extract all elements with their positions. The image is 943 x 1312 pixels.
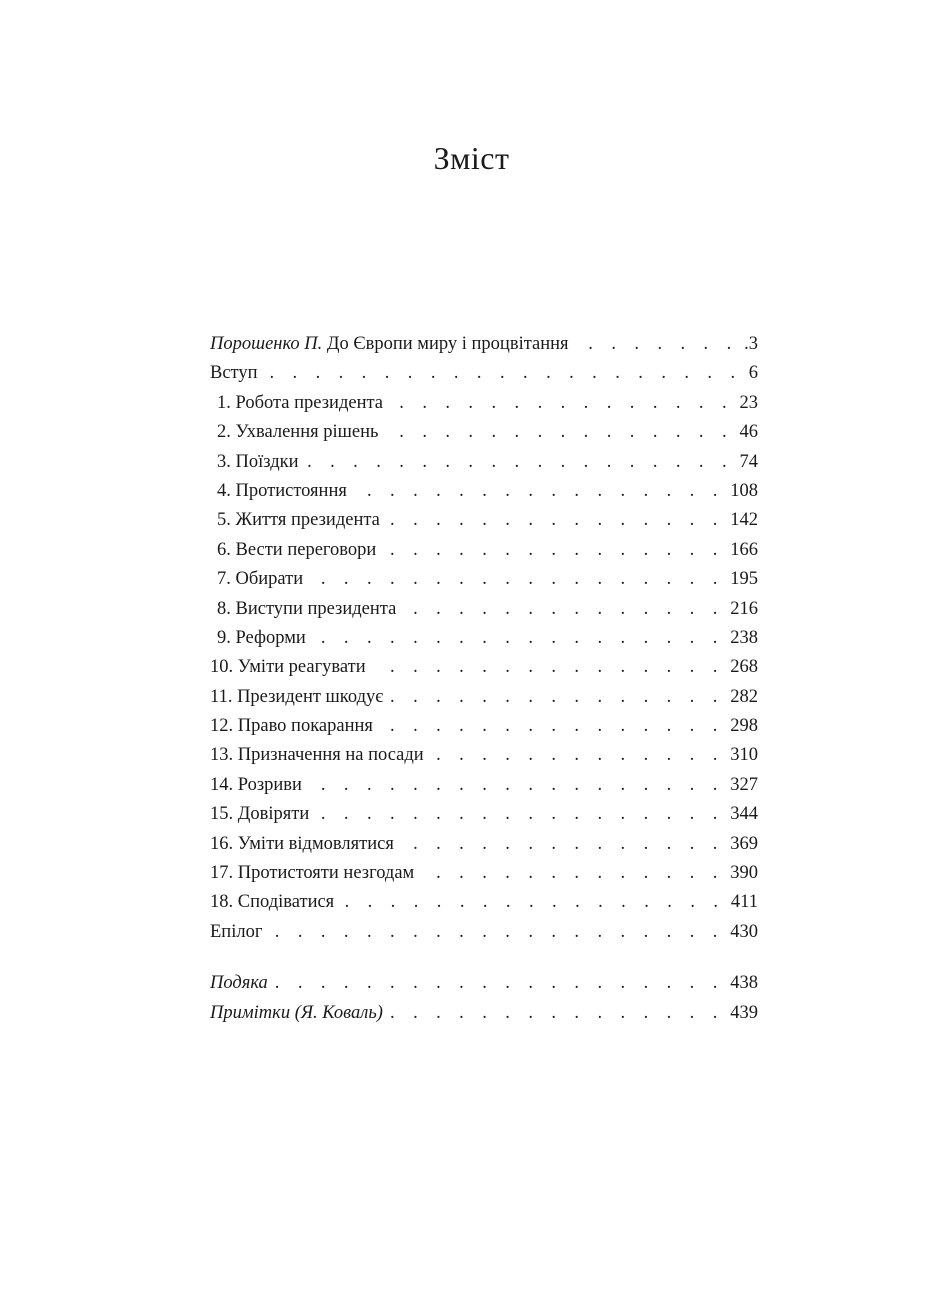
toc-entry-chapter[interactable] — [210, 418, 758, 447]
toc-entry-label: 4. Протистояння — [217, 480, 347, 501]
toc-dot-leader — [404, 595, 724, 624]
toc-dot-leader — [276, 969, 724, 998]
toc-entry-page: 327 — [730, 774, 758, 795]
toc-entry-page: 46 — [739, 422, 758, 443]
toc-entry-label: Примітки (Я. Коваль) — [210, 1002, 383, 1023]
toc-dot-leader — [270, 918, 724, 947]
toc-dot-leader — [402, 830, 724, 859]
toc-entry-page: 282 — [730, 686, 758, 707]
toc-dot-leader — [266, 359, 742, 388]
toc-entry-chapter[interactable] — [210, 888, 758, 917]
toc-entry-page: 108 — [730, 480, 758, 501]
toc-entry-label: 15. Довіряти — [210, 804, 310, 825]
toc-entry-chapter[interactable] — [210, 506, 758, 535]
toc-dot-leader — [317, 800, 724, 829]
toc-entry-label: Подяка — [210, 973, 268, 994]
toc-entry-chapter[interactable] — [210, 741, 758, 770]
toc-entry-label: 1. Робота президента — [217, 392, 383, 413]
toc-entry-page: 310 — [730, 745, 758, 766]
toc-entry-label: 14. Розриви — [210, 774, 302, 795]
toc-dot-leader — [310, 771, 724, 800]
toc-entry-page: 430 — [730, 921, 758, 942]
toc-entry-chapter[interactable] — [210, 859, 758, 888]
toc-entry-chapter[interactable] — [210, 653, 758, 682]
toc-entry-page: 195 — [730, 569, 758, 590]
toc-entry-introduction[interactable] — [210, 359, 758, 388]
toc-entry-page: 268 — [730, 657, 758, 678]
toc-entry-label: 13. Призначення на посади — [210, 745, 424, 766]
toc-entry-chapter[interactable] — [210, 800, 758, 829]
toc-entry-label: 8. Виступи президента — [217, 598, 397, 619]
toc-dot-leader — [374, 653, 725, 682]
toc-dot-leader — [391, 683, 724, 712]
toc-entry-label: 3. Поїздки — [217, 451, 299, 472]
toc-entry-label: 12. Право покарання — [210, 716, 373, 737]
toc-entry-page: 411 — [730, 892, 758, 913]
toc-entry-chapter[interactable] — [210, 712, 758, 741]
toc-dot-leader — [381, 712, 724, 741]
toc-entry-chapter[interactable] — [210, 683, 758, 712]
toc-entry-label: 10. Уміти реагувати — [210, 657, 366, 678]
toc-entry-page: 6 — [748, 363, 758, 384]
toc-entry-chapter[interactable] — [210, 595, 758, 624]
toc-dot-leader — [432, 741, 725, 770]
toc-entry-page: 238 — [730, 627, 758, 648]
toc-entry-page: 390 — [730, 863, 758, 884]
toc-entry-acknowledgements[interactable] — [210, 969, 758, 998]
toc-entry-label: 18. Сподіватися — [210, 892, 335, 913]
toc-dot-leader — [355, 477, 724, 506]
toc-entry-label — [210, 330, 569, 359]
toc-entry-page: 298 — [730, 716, 758, 737]
toc-entry-label: 11. Президент шкодує — [210, 686, 384, 707]
toc-entry-page: 142 — [730, 510, 758, 531]
section-spacer — [210, 947, 758, 969]
table-of-contents — [210, 330, 758, 1028]
toc-entry-label: 7. Обирати — [217, 569, 304, 590]
toc-entry-label: 6. Вести переговори — [217, 539, 377, 560]
toc-entry-page: 439 — [730, 1002, 758, 1023]
toc-entry-page: 166 — [730, 539, 758, 560]
toc-dot-leader — [311, 565, 724, 594]
toc-entry-chapter[interactable] — [210, 477, 758, 506]
toc-dot-leader — [391, 999, 724, 1028]
toc-dot-leader — [391, 389, 734, 418]
toc-entry-page: 74 — [739, 451, 758, 472]
toc-entry-label: 16. Уміти відмовлятися — [210, 833, 394, 854]
toc-dot-leader — [384, 536, 724, 565]
toc-entry-page: 344 — [730, 804, 758, 825]
toc-entry-chapter[interactable] — [210, 830, 758, 859]
toc-entry-page: 23 — [739, 392, 758, 413]
toc-entry-chapter[interactable] — [210, 536, 758, 565]
toc-entry-label: Епілог — [210, 921, 263, 942]
toc-dot-leader — [342, 888, 725, 917]
toc-entry-label: 5. Життя президента — [217, 510, 380, 531]
toc-entry-chapter[interactable] — [210, 389, 758, 418]
toc-dot-leader — [307, 448, 734, 477]
toc-dot-leader — [386, 418, 733, 447]
toc-entry-label: 17. Протистояти незгодам — [210, 863, 415, 884]
toc-entry-label: 2. Ухвалення рішень — [217, 422, 379, 443]
toc-entry-chapter[interactable] — [210, 448, 758, 477]
toc-dot-leader — [422, 859, 724, 888]
toc-entry-label: 9. Реформи — [217, 627, 306, 648]
toc-entry-label: Вступ — [210, 363, 258, 384]
toc-entry-title: До Європи миру і процвітання — [322, 334, 569, 354]
toc-entry-chapter[interactable] — [210, 565, 758, 594]
toc-entry-author: Порошенко П. — [210, 334, 323, 354]
toc-entry-page: 369 — [730, 833, 758, 854]
toc-entry-notes[interactable] — [210, 999, 758, 1028]
toc-entry-page: .3 — [744, 334, 758, 354]
page-title: Зміст — [433, 140, 510, 176]
toc-entry-page: 216 — [730, 598, 758, 619]
toc-dot-leader — [314, 624, 724, 653]
toc-entry-chapter[interactable] — [210, 771, 758, 800]
toc-entry-page: 438 — [730, 973, 758, 994]
toc-entry-chapter[interactable] — [210, 624, 758, 653]
toc-entry-foreword[interactable] — [210, 330, 758, 359]
toc-dot-leader — [577, 330, 739, 359]
toc-entry-epilogue[interactable] — [210, 918, 758, 947]
toc-dot-leader — [388, 506, 724, 535]
